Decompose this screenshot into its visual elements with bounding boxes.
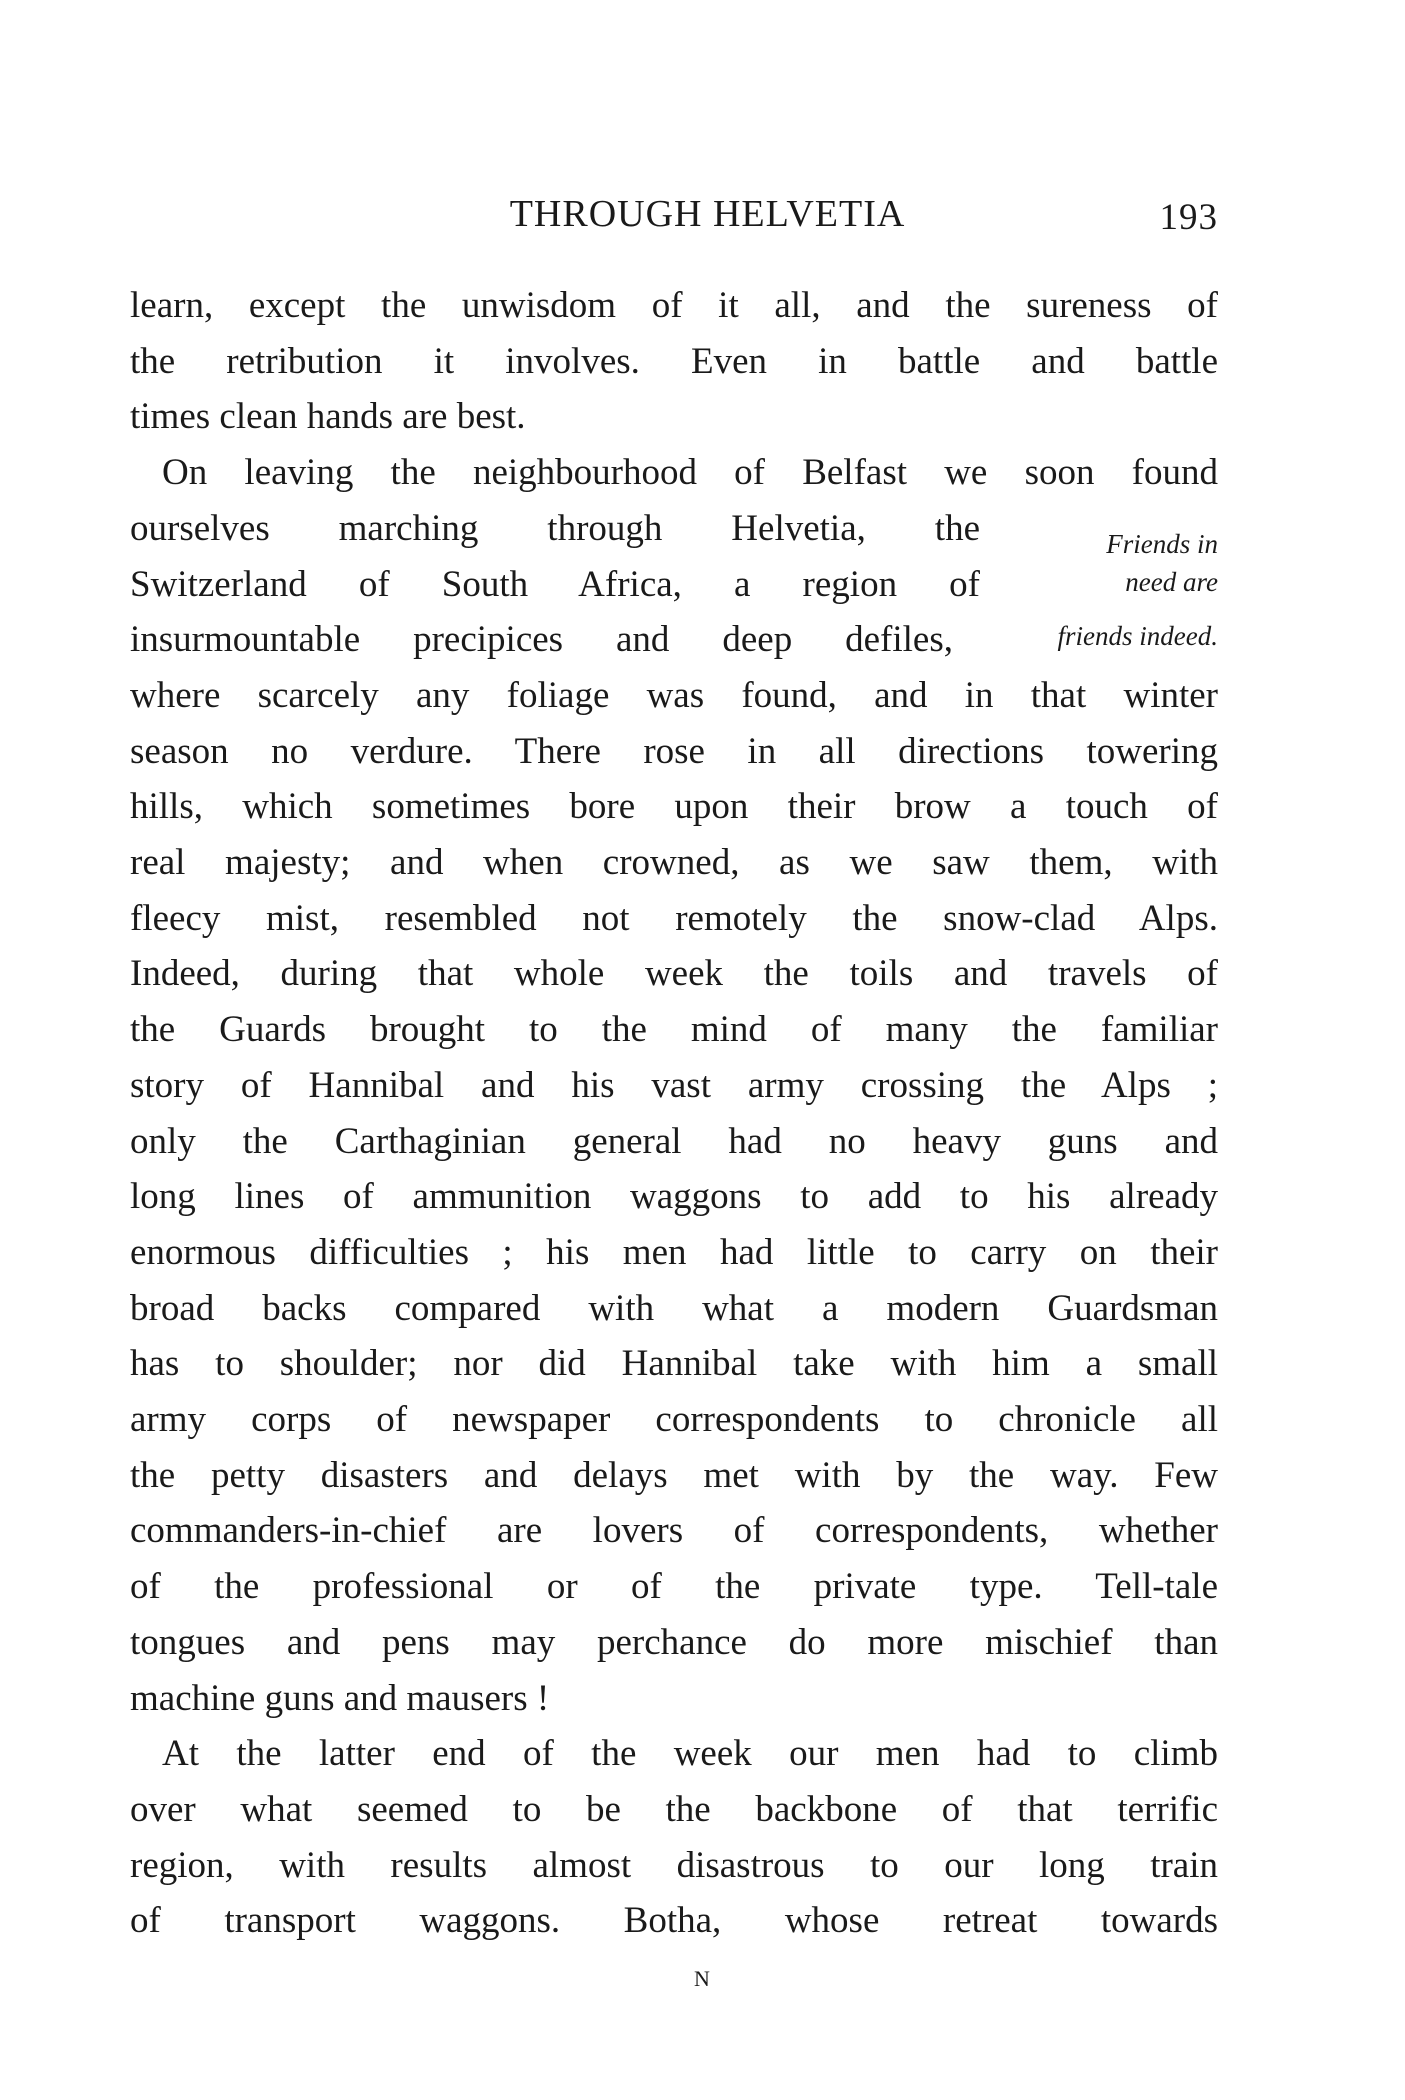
- text-line: Switzerland of South Africa, a region of: [130, 563, 980, 605]
- text-line: season no verdure. There rose in all directions towering: [130, 730, 1218, 772]
- text-line: machine guns and mausers !: [130, 1677, 550, 1719]
- text-line: insurmountable precipices and deep defiles,: [130, 619, 953, 661]
- text-line: fleecy mist, resembled not remotely the snow-clad Alps.: [130, 897, 1218, 939]
- text-line: the petty disasters and delays met with by the way. Few: [130, 1454, 1218, 1496]
- running-title: THROUGH HELVETIA: [509, 193, 906, 235]
- text-line: On leaving the neighbourhood of Belfast we soon found: [162, 452, 1218, 494]
- text-line: ourselves marching through Helvetia, the: [130, 507, 980, 549]
- text-line: hills, which sometimes bore upon their brow a touch of: [130, 786, 1218, 828]
- margin-note-line: need are: [1125, 567, 1218, 597]
- page-number: 193: [1159, 197, 1218, 238]
- text-line: learn, except the unwisdom of it all, and the sureness of: [130, 285, 1218, 326]
- text-line: tongues and pens may perchance do more mischief than: [130, 1621, 1218, 1663]
- margin-note-line: Friends in: [1106, 529, 1218, 559]
- text-line: army corps of newspaper correspondents to chronicle all: [130, 1399, 1218, 1440]
- text-line: long lines of ammunition waggons to add to his already: [130, 1176, 1218, 1218]
- text-line: of transport waggons. Botha, whose retreat towards: [130, 1900, 1218, 1942]
- text-line: where scarcely any foliage was found, and in that winter: [130, 674, 1218, 716]
- signature-mark: N: [694, 1966, 711, 1991]
- text-line: enormous difficulties ; his men had little to carry on their: [130, 1231, 1218, 1273]
- text-line: region, with results almost disastrous to our long train: [130, 1844, 1218, 1886]
- text-line: the retribution it involves. Even in battle and battle: [130, 340, 1218, 382]
- text-line: At the latter end of the week our men had to climb: [162, 1733, 1218, 1775]
- text-line: times clean hands are best.: [130, 396, 526, 438]
- margin-note-line: friends indeed.: [1057, 621, 1218, 651]
- text-line: over what seemed to be the backbone of that terrific: [130, 1788, 1218, 1830]
- text-line: commanders-in-chief are lovers of correspondents, whether: [130, 1510, 1218, 1552]
- text-line: real majesty; and when crowned, as we saw them, with: [130, 842, 1218, 883]
- text-line: Indeed, during that whole week the toils and travels of: [130, 953, 1218, 995]
- text-line: story of Hannibal and his vast army crossing the Alps ;: [130, 1064, 1218, 1106]
- text-line: broad backs compared with what a modern Guardsman: [130, 1287, 1218, 1329]
- text-line: has to shoulder; nor did Hannibal take with him a small: [130, 1343, 1218, 1385]
- text-line: the Guards brought to the mind of many the familiar: [130, 1009, 1218, 1051]
- text-line: of the professional or of the private type. Tell-tale: [130, 1566, 1218, 1608]
- text-line: only the Carthaginian general had no heavy guns and: [130, 1120, 1218, 1162]
